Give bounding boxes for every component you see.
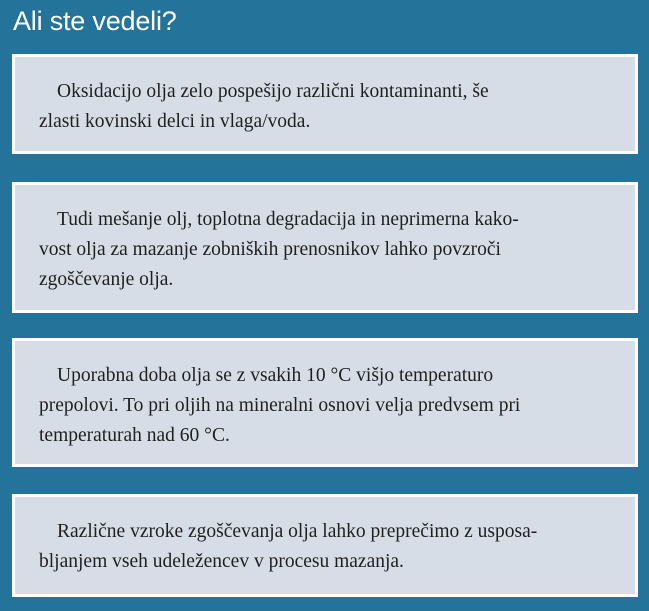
fact-line: temperaturah nad 60 °C.	[39, 425, 230, 446]
fact-line: zlasti kovinski delci in vlaga/voda.	[39, 111, 311, 132]
fact-line: zgoščevanje olja.	[39, 269, 174, 290]
fact-line: Tudi mešanje olj, toplotna degradacija in neprimerna kako-	[57, 209, 519, 230]
fact-line: prepolovi. To pri oljih na mineralni osnovi velja predvsem pri	[39, 395, 521, 416]
fact-line: vost olja za mazanje zobniških prenosnikov lahko povzroči	[39, 239, 501, 260]
fact-box-temperature	[12, 338, 638, 467]
fact-line: Uporabna doba olja se z vsakih 10 °C višjo temperaturo	[57, 365, 494, 386]
fact-box-prevention	[12, 494, 638, 597]
fact-box-mixing	[12, 182, 638, 313]
page-title: Ali ste vedeli?	[13, 6, 177, 36]
fact-line: Različne vzroke zgoščevanja olja lahko preprečimo z usposa-	[57, 521, 538, 542]
fact-line: Oksidacijo olja zelo pospešijo različni kontaminanti, še	[57, 81, 489, 102]
fact-line: bljanjem vseh udeležencev v procesu mazanja.	[39, 551, 404, 572]
fact-box-oxidation	[12, 54, 638, 154]
